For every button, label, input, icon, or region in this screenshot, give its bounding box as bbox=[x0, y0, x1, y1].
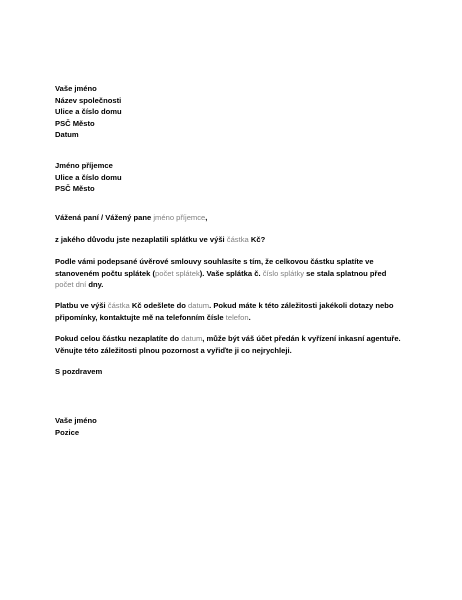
p3-line-2-b: . bbox=[248, 312, 251, 322]
p3-line-1-a: Platbu ve výši bbox=[55, 301, 106, 310]
sender-company: Název společnosti bbox=[55, 95, 122, 105]
installments-count-placeholder: počet splátek bbox=[155, 268, 200, 278]
p2-line-2-suffix: se stala splatnou před bbox=[306, 268, 387, 278]
signature-name: Vaše jméno bbox=[55, 416, 97, 425]
amount-placeholder: částka bbox=[226, 235, 249, 244]
p3-line-1-b: Kč odešlete do bbox=[131, 301, 186, 310]
p2-line-3-suffix: dny. bbox=[88, 280, 104, 290]
paragraph-question bbox=[55, 234, 422, 246]
recipient-street: Ulice a číslo domu bbox=[55, 172, 122, 182]
closing bbox=[55, 366, 422, 378]
salutation-suffix: , bbox=[205, 213, 208, 222]
sender-date: Datum bbox=[55, 130, 79, 140]
sender-street: Ulice a číslo domu bbox=[55, 107, 122, 117]
date-placeholder: datum bbox=[181, 334, 203, 343]
p1-prefix: z jakého důvodu jste nezaplatili splátku ve výši bbox=[55, 235, 225, 244]
p4-line-2: Věnujte této záležitosti plnou pozornost a vyřiďte ji co nejrychleji. bbox=[55, 345, 292, 355]
p4-line-1-b: , může být váš účet předán k vyřízení inkasní agentuře. bbox=[202, 334, 401, 343]
p2-line-2-prefix: stanoveném počtu splátek ( bbox=[55, 268, 156, 278]
sender-name: Vaše jméno bbox=[55, 84, 97, 93]
recipient-name-placeholder: jméno příjemce bbox=[153, 213, 206, 222]
recipient-block bbox=[55, 160, 422, 195]
signature-position: Pozice bbox=[55, 427, 80, 437]
salutation-prefix: Vážená paní / Vážený pane bbox=[55, 213, 152, 222]
signature-block bbox=[55, 415, 422, 438]
paragraph-warning bbox=[55, 333, 422, 356]
installment-number-placeholder: číslo splátky bbox=[262, 268, 305, 278]
paragraph-payment bbox=[55, 300, 422, 323]
p4-line-1-a: Pokud celou částku nezaplatíte do bbox=[55, 334, 180, 343]
recipient-city: PSČ Město bbox=[55, 184, 95, 194]
amount-placeholder: částka bbox=[107, 301, 130, 310]
phone-placeholder: telefon bbox=[225, 312, 249, 322]
p3-line-2-a: připomínky, kontaktujte mě na telefonním čísle bbox=[55, 312, 224, 322]
date-placeholder: datum bbox=[188, 301, 210, 310]
paragraph-agreement bbox=[55, 256, 422, 291]
p3-line-1-c: . Pokud máte k této záležitosti jakékoli dotazy nebo bbox=[209, 301, 394, 310]
salutation bbox=[55, 212, 422, 224]
p2-line-1: Podle vámi podepsané úvěrové smlouvy souhlasíte s tím, že celkovou částku splatíte ve bbox=[55, 257, 374, 266]
sender-city: PSČ Město bbox=[55, 118, 95, 128]
p2-line-2-mid: ). Vaše splátka č. bbox=[199, 268, 261, 278]
recipient-name: Jméno příjemce bbox=[55, 161, 113, 170]
sender-block bbox=[55, 83, 422, 141]
days-count-placeholder: počet dní bbox=[55, 280, 87, 290]
p1-suffix: Kč? bbox=[250, 235, 266, 244]
closing-text: S pozdravem bbox=[55, 367, 103, 376]
